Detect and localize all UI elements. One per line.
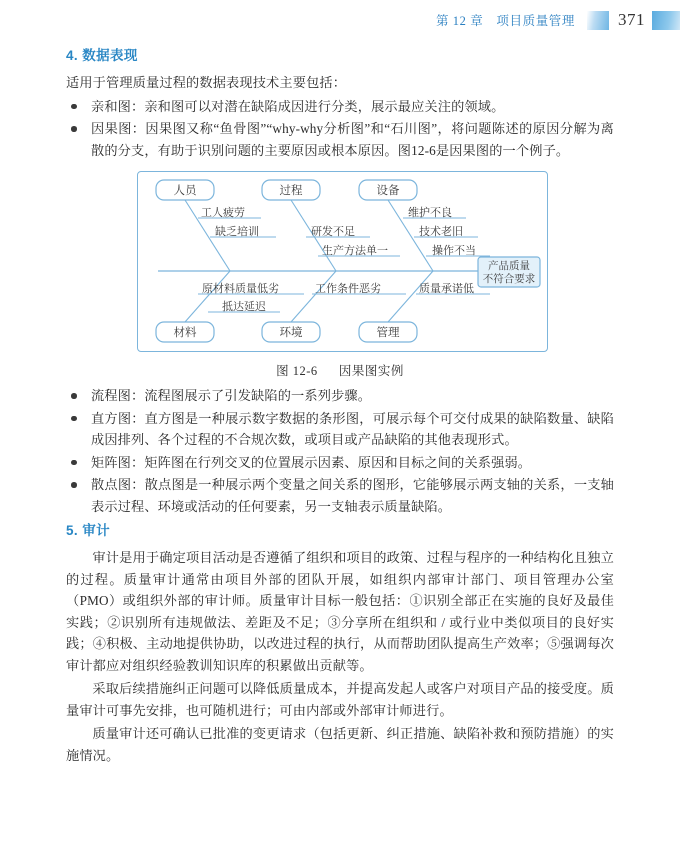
list-item: 散点图：散点图是一种展示两个变量之间关系的图形，它能够展示两支轴的关系，一支轴表示过程、环境或活动的任何要素，另一支轴表示质量缺陷。 (66, 474, 614, 517)
rib-environment (291, 271, 336, 322)
header-decoration-bar-right (652, 11, 680, 30)
fishbone-svg (138, 172, 546, 350)
list-item: 流程图：流程图展示了引发缺陷的一系列步骤。 (66, 385, 614, 407)
cause-label-low-quality-commitment: 质量承诺低 (419, 283, 474, 295)
cause-label-outdated-tech: 技术老旧 (419, 226, 463, 238)
cause-label-improper-operation: 操作不当 (432, 245, 476, 257)
cause-label-late-arrival: 抵达延迟 (222, 301, 266, 313)
category-label-people: 人员 (173, 185, 197, 197)
category-label-equipment: 设备 (376, 185, 400, 197)
cause-label-insufficient-rnd: 研发不足 (311, 226, 355, 238)
list-item: 矩阵图：矩阵图在行列交叉的位置展示因素、原因和目标之间的关系强弱。 (66, 452, 614, 474)
cause-label-single-method: 生产方法单一 (322, 245, 388, 257)
figure-cause-and-effect-diagram (66, 171, 614, 383)
rib-management (388, 271, 433, 322)
rib-material (185, 271, 230, 322)
list-item: 亲和图：亲和图可以对潜在缺陷成因进行分类，展示最应关注的领域。 (66, 96, 614, 118)
bullet-list-before-figure (66, 96, 614, 162)
header-inner (436, 9, 680, 31)
audit-paragraph-1: 审计是用于确定项目活动是否遵循了组织和项目的政策、过程与程序的一种结构化且独立的过程。质量审计通常由项目外部的团队开展，如组织内部审计部门、项目管理办公室（PMO）或组织外部的审计师。质量审计目标一般包括：①识别全部正在实施的良好及最佳实践；②识别所有违规做法、差距及不足；③分享所在组织和 / 或行业中类似项目的良好实践；④积极、主动地提供协助，以改进过程的执行，从而帮助团队提高生产效率；⑤强调每次审计都应对组织经验教训知识库的积累做出贡献等。 (66, 550, 614, 673)
cause-label-poor-raw-material: 原材料质量低劣 (202, 283, 279, 295)
category-label-material: 材料 (173, 327, 197, 339)
section-heading-data-representation: 4. 数据表现 (66, 48, 138, 63)
cause-label-lack-training: 缺乏培训 (215, 226, 259, 238)
cause-label-worker-fatigue: 工人疲劳 (201, 207, 245, 219)
category-label-process: 过程 (279, 185, 303, 197)
section-intro-paragraph: 适用于管理质量过程的数据表现技术主要包括： (66, 75, 347, 90)
cause-label-poor-maintenance: 维护不良 (408, 207, 452, 219)
audit-paragraph-3: 质量审计还可确认已批准的变更请求（包括更新、纠正措施、缺陷补救和预防措施）的实施情况。 (66, 726, 614, 763)
list-item: 因果图：因果图又称“鱼骨图”“why-why分析图”和“石川图”，将问题陈述的原因分解为离散的分支，有助于识别问题的主要原因或根本原因。图12-6是因果图的一个例子。 (66, 118, 614, 161)
category-label-management: 管理 (376, 327, 400, 339)
header-decoration-bar-left (587, 11, 609, 30)
audit-paragraph-2: 采取后续措施纠正问题可以降低质量成本，并提高发起人或客户对项目产品的接受度。质量审计可事先安排，也可随机进行；可由内部或外部审计师进行。 (66, 681, 614, 718)
fishbone-frame (137, 171, 548, 352)
category-label-environment: 环境 (279, 327, 303, 339)
list-item: 直方图：直方图是一种展示数字数据的条形图，可展示每个可交付成果的缺陷数量、缺陷成因排列、各个过程的不合规次数，或项目或产品缺陷的其他表现形式。 (66, 408, 614, 451)
bullet-list-after-figure (66, 385, 614, 517)
page-content (66, 44, 614, 768)
chapter-title: 第 12 章 项目质量管理 (435, 14, 575, 28)
page-header (0, 0, 680, 38)
effect-label-line1: 产品质量 (488, 261, 530, 272)
figure-caption-title: 因果图实例 (338, 364, 404, 378)
cause-label-bad-work-conditions: 工作条件恶劣 (315, 283, 381, 295)
figure-caption-number: 图 12-6 (276, 364, 318, 378)
figure-caption (66, 361, 614, 379)
page-number: 371 (618, 10, 645, 29)
section-heading-audit: 5. 审计 (66, 523, 111, 538)
effect-label-line2: 不符合要求 (482, 274, 536, 285)
